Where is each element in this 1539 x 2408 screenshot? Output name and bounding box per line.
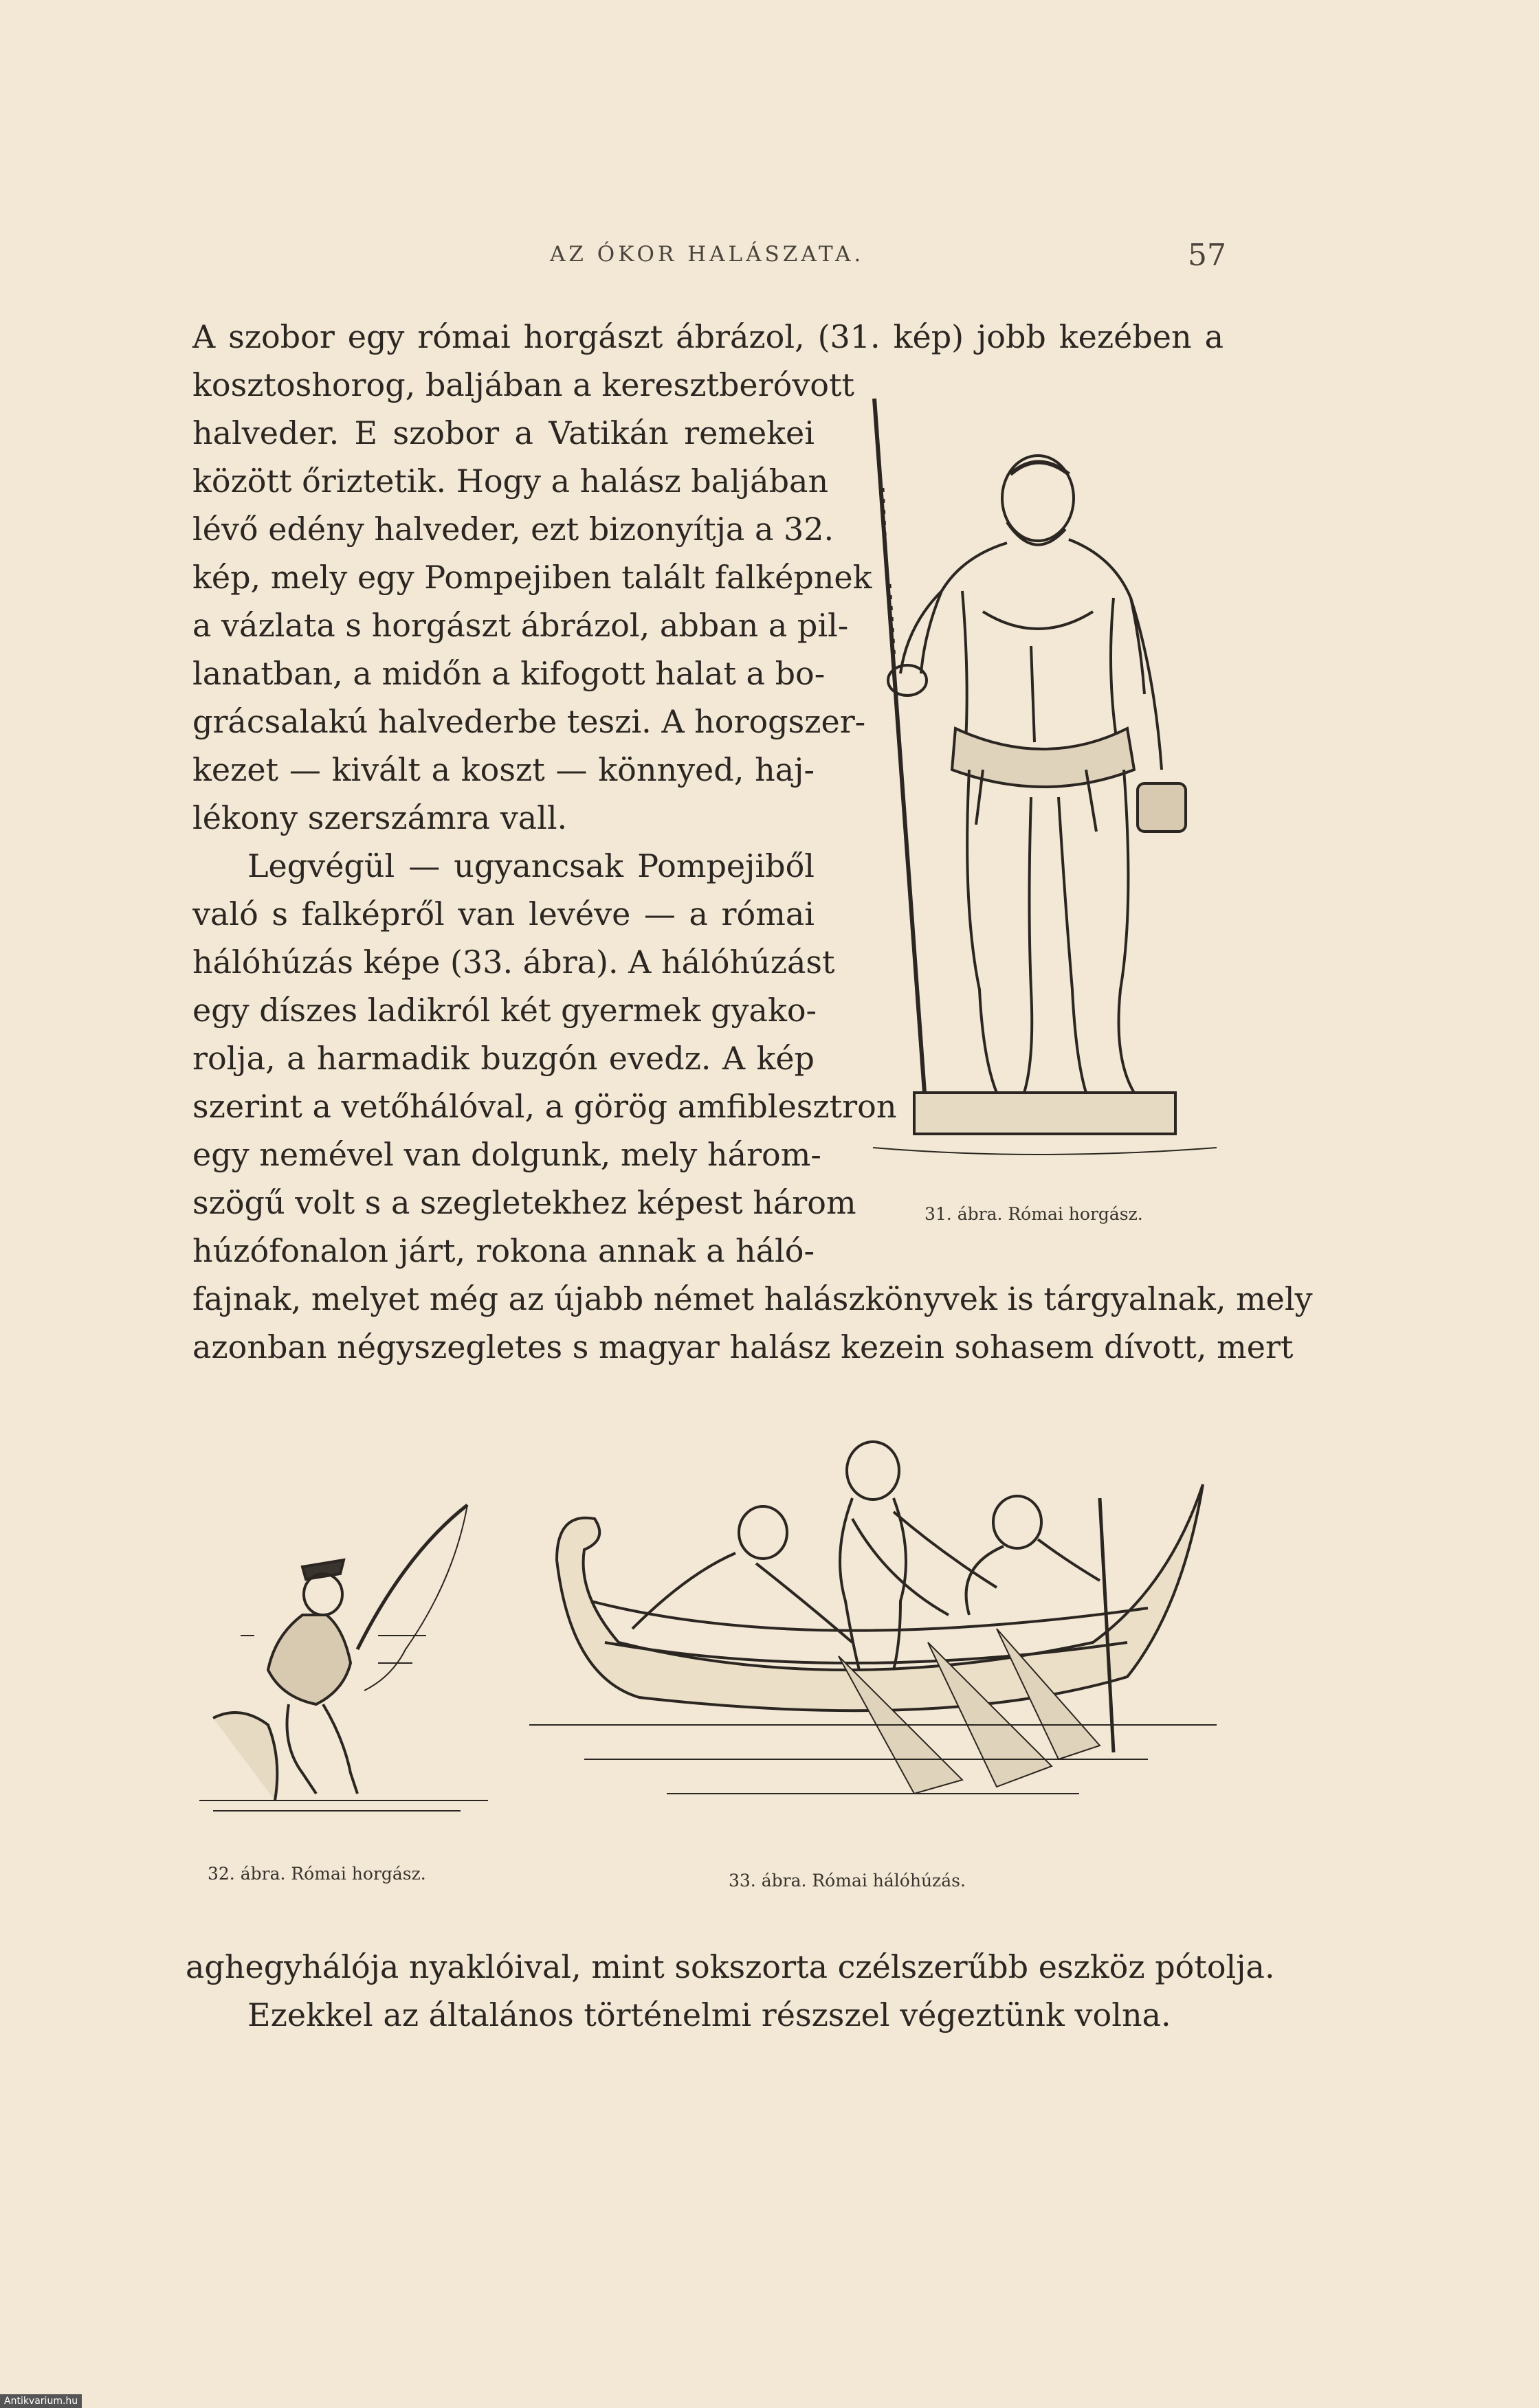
text-line: hálóhúzás képe (33. ábra). A hálóhúzást — [192, 944, 835, 981]
text-line: Ezekkel az általános történelmi részszel végeztünk volna. — [247, 1996, 1171, 2033]
text-line: grácsalakú halvederbe teszi. A horogszer- — [192, 703, 866, 740]
text-line: való s falképről van levéve — a római — [192, 895, 815, 933]
text-line: kosztoshorog, baljában a keresztberóvott — [192, 366, 854, 403]
figure-32-illustration — [199, 1498, 488, 1821]
figure-33-caption: 33. ábra. Római hálóhúzás. — [729, 1871, 966, 1891]
text-line: aghegyhálója nyaklóival, mint sokszorta czélszerűbb eszköz pótolja. — [186, 1948, 1275, 1985]
text-line: között őriztetik. Hogy a halász baljában — [192, 462, 829, 500]
figure-31-caption: 31. ábra. Római horgász. — [924, 1204, 1143, 1224]
text-line: lévő edény halveder, ezt bizonyítja a 32. — [192, 511, 834, 548]
text-line: lanatban, a midőn a kifogott halat a bo- — [192, 655, 826, 692]
text-line: a vázlata s horgászt ábrázol, abban a pil- — [192, 607, 849, 644]
text-line: fajnak, melyet még az újabb német halászkönyvek is tárgyalnak, mely — [192, 1280, 1313, 1317]
figure-32-caption: 32. ábra. Római horgász. — [208, 1864, 426, 1884]
figure-33-illustration — [529, 1436, 1217, 1849]
text-line: húzófonalon járt, rokona annak a háló- — [192, 1232, 815, 1269]
figure-31-statue-illustration — [859, 385, 1217, 1196]
text-line: rolja, a harmadik buzgón evedz. A kép — [192, 1040, 815, 1077]
text-line: lékony szerszámra vall. — [192, 799, 568, 836]
text-line: azonban négyszegletes s magyar halász kezein sohasem dívott, mert — [192, 1328, 1294, 1365]
text-line: A szobor egy római horgászt ábrázol, (31. kép) jobb kezében a — [192, 318, 1224, 355]
text-line: Legvégül — ugyancsak Pompejiből — [247, 847, 815, 884]
page-number: 57 — [1188, 238, 1226, 273]
text-line: egy nemével van dolgunk, mely három- — [192, 1136, 821, 1173]
text-line: kép, mely egy Pompejiben talált falképnek — [192, 559, 872, 596]
text-line: szerint a vetőhálóval, a görög amfiblesztron — [192, 1088, 897, 1125]
text-line: halveder. E szobor a Vatikán remekei — [192, 414, 815, 452]
text-line: egy díszes ladikról két gyermek gyako- — [192, 992, 817, 1029]
text-line: kezet — kivált a koszt — könnyed, haj- — [192, 751, 815, 788]
watermark-label: Antikvarium.hu — [0, 2394, 82, 2408]
running-header: AZ ÓKOR HALÁSZATA. — [550, 242, 865, 267]
text-line: szögű volt s a szegletekhez képest három — [192, 1184, 856, 1221]
